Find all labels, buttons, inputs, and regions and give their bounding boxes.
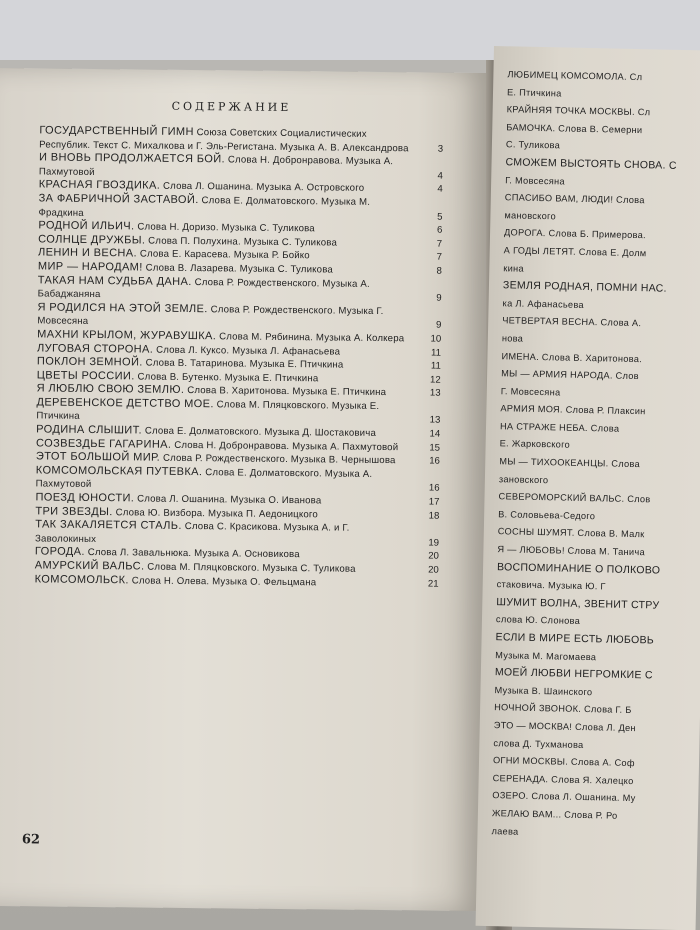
right-page-line: ВОСПОМИНАНИЕ О ПОЛКОВО xyxy=(496,560,661,577)
song-title: АМУРСКИЙ ВАЛЬС. xyxy=(34,559,145,573)
right-page-line: лаева xyxy=(491,825,519,837)
toc-page-number: 20 xyxy=(428,550,439,563)
right-page-line: ОЗЕРО. Слова Л. Ошанина. Му xyxy=(492,790,636,804)
song-title: ТАК ЗАКАЛЯЕТСЯ СТАЛЬ. xyxy=(35,518,182,533)
toc-page-number: 16 xyxy=(429,455,440,467)
toc-page-number: 21 xyxy=(427,578,439,590)
toc-entry xyxy=(35,573,445,591)
song-title: РОДИНА СЛЫШИТ. xyxy=(36,423,143,437)
right-page-line: СМОЖЕМ ВЫСТОЯТЬ СНОВА. С xyxy=(505,156,678,172)
song-title: И ВНОВЬ ПРОДОЛЖАЕТСЯ БОЙ. xyxy=(39,151,226,166)
toc-entry-text xyxy=(38,275,370,300)
song-title: МАХНИ КРЫЛОМ, ЖУРАВУШКА. xyxy=(37,328,217,343)
toc-page-number: 11 xyxy=(431,347,442,359)
toc-entry xyxy=(36,396,446,427)
song-credits: Слова Р. Рождественского. Музыка Г. Мовсесяна xyxy=(37,303,384,328)
right-page-line: ЧЕТВЕРТАЯ ВЕСНА. Слова А. xyxy=(502,315,642,329)
right-page-line: ЛЮБИМЕЦ КОМСОМОЛА. Сл xyxy=(507,69,643,83)
right-page-line: слова Ю. Слонова xyxy=(495,614,581,627)
song-credits: Слова М. Пляцковского. Музыка Е. Птичкина xyxy=(36,399,380,423)
song-title: Я РОДИЛСЯ НА ЭТОЙ ЗЕМЛЕ. xyxy=(37,301,208,315)
right-page-line: СЕВЕРОМОРСКИЙ ВАЛЬС. Слов xyxy=(498,491,651,505)
toc-entry xyxy=(35,519,445,550)
right-page-line: ЭТО — МОСКВА! Слова Л. Ден xyxy=(493,720,636,734)
right-page-line: ШУМИТ ВОЛНА, ЗВЕНИТ СТРУ xyxy=(496,595,660,612)
toc-entry-text xyxy=(35,547,300,561)
toc-entry-text xyxy=(36,397,379,422)
toc-page-number: 17 xyxy=(428,496,440,508)
song-credits: Слова С. Красикова. Музыка А. и Г. Заволокиных xyxy=(35,521,350,545)
toc-entry-text xyxy=(38,234,337,248)
right-page-line: В. Соловьева-Седого xyxy=(498,509,596,522)
song-title: КОМСОМОЛЬСКАЯ ПУТЕВКА. xyxy=(35,464,203,478)
song-credits: Слова Н. Олева. Музыка О. Фельцмана xyxy=(128,574,317,588)
song-credits: Слова Е. Долматовского. Музыка А. Пахмутовой xyxy=(35,466,373,491)
right-page xyxy=(476,46,700,930)
toc-page-number: 7 xyxy=(436,238,443,250)
right-page-line: МЫ — ТИХООКЕАНЦЫ. Слова xyxy=(499,456,641,470)
song-credits: Слова Л. Куксо. Музыка Л. Афанасьева xyxy=(153,344,341,358)
right-page-line: А ГОДЫ ЛЕТЯТ. Слова Е. Долм xyxy=(503,245,647,259)
song-credits: Слова Н. Добронравова. Музыка А. Пахмутовой xyxy=(38,154,394,178)
toc-entry-text xyxy=(38,261,333,275)
song-credits: Слова П. Полухина. Музыка С. Туликова xyxy=(145,235,338,249)
toc-page-number: 4 xyxy=(437,170,443,182)
song-credits: Слова Н. Доризо. Музыка С. Туликова xyxy=(134,221,315,235)
song-title: ЛЕНИН И ВЕСНА. xyxy=(38,246,138,260)
toc-entry-text xyxy=(39,125,409,153)
right-page-line: мановского xyxy=(504,210,557,222)
toc-page-number: 16 xyxy=(428,482,440,495)
toc-entry-text xyxy=(39,153,393,178)
song-credits: Союза Советских Социалистических Республик. Текст С. Михалкова и Г. Эль-Регистана. Музыка А. В. Александрова xyxy=(39,127,409,154)
toc-page-number: 3 xyxy=(437,143,444,155)
toc-page-number: 14 xyxy=(429,428,441,440)
song-title: ТРИ ЗВЕЗДЫ. xyxy=(35,505,113,518)
toc-entry-text xyxy=(38,193,370,218)
toc-entry xyxy=(36,464,446,495)
song-credits: Слова М. Рябинина. Музыка А. Колкера xyxy=(216,331,405,345)
song-credits: Слова М. Пляцковского. Музыка С. Туликова xyxy=(144,561,356,575)
song-title: Я ЛЮБЛЮ СВОЮ ЗЕМЛЮ. xyxy=(36,382,185,397)
right-page-line: Г. Мовсесяна xyxy=(505,174,565,187)
right-page-line: СОСНЫ ШУМЯТ. Слова В. Малк xyxy=(497,526,645,540)
right-page-line: ДОРОГА. Слова Б. Примерова. xyxy=(503,227,647,241)
toc-page-number: 18 xyxy=(428,510,440,522)
right-page-line: ОГНИ МОСКВЫ. Слова А. Соф xyxy=(492,755,635,769)
song-credits: Слова В. Бутенко. Музыка Е. Птичкина xyxy=(134,371,319,385)
toc-entry xyxy=(38,274,448,305)
right-page-line: стаковича. Музыка Ю. Г xyxy=(496,579,606,592)
toc-entry-text xyxy=(36,465,373,490)
right-page-line: Музыка В. Шаинского xyxy=(494,684,593,697)
song-title: ЭТОТ БОЛЬШОЙ МИР. xyxy=(35,450,161,464)
toc-entry-text xyxy=(35,506,318,520)
right-page-content xyxy=(491,66,700,845)
toc-page-number: 5 xyxy=(437,211,443,223)
toc-entry-text xyxy=(35,520,350,545)
right-page-line: СПАСИБО ВАМ, ЛЮДИ! Слова xyxy=(504,192,645,206)
song-credits: Слова Л. Ошанина. Музыка О. Иванова xyxy=(134,493,322,507)
right-page-line: С. Туликова xyxy=(505,139,561,151)
toc-page-number: 10 xyxy=(430,333,442,345)
toc-page-number: 9 xyxy=(436,292,442,304)
right-page-line: ИМЕНА. Слова В. Харитонова. xyxy=(501,350,643,364)
right-page-line: нова xyxy=(501,333,524,344)
song-title: ПОКЛОН ЗЕМНОЙ. xyxy=(36,355,143,369)
song-credits: Слова Н. Добронравова. Музыка А. Пахмутовой xyxy=(171,439,399,453)
right-page-line: кина xyxy=(503,262,525,274)
toc-entry xyxy=(39,152,449,183)
song-credits: Слова Л. Ошанина. Музыка А. Островского xyxy=(160,181,365,195)
right-page-line: зановского xyxy=(498,473,549,485)
song-title: ДЕРЕВЕНСКОЕ ДЕТСТВО МОЕ. xyxy=(36,396,214,411)
contents-heading: СОДЕРЖАНИЕ xyxy=(171,99,292,115)
toc-page-number: 7 xyxy=(436,251,443,263)
song-credits: Слова Е. Долматовского. Музыка М. Фрадкина xyxy=(38,195,371,219)
toc-page-number: 9 xyxy=(435,319,442,331)
song-credits: Слова Р. Рождественского. Музыка В. Чернышова xyxy=(160,452,396,467)
toc-page-number: 15 xyxy=(429,442,441,454)
song-credits: Слова Ю. Визбора. Музыка П. Аедоницкого xyxy=(112,506,319,520)
right-page-line: ка Л. Афанасьева xyxy=(502,297,584,310)
right-page-line: БАМОЧКА. Слова В. Семерни xyxy=(506,122,643,135)
song-title: ГОРОДА. xyxy=(34,545,85,559)
toc-page-number: 6 xyxy=(436,224,443,236)
song-title: ПОЕЗД ЮНОСТИ. xyxy=(35,491,135,505)
right-page-line: Музыка М. Магомаева xyxy=(495,649,597,662)
left-page xyxy=(0,68,492,911)
song-title: ЛУГОВАЯ СТОРОНА. xyxy=(37,341,154,356)
toc-list xyxy=(35,124,450,590)
song-credits: Слова Е. Карасева. Музыка Р. Бойко xyxy=(136,248,310,262)
right-page-line: НА СТРАЖЕ НЕБА. Слова xyxy=(499,421,620,434)
right-page-line: ЖЕЛАЮ ВАМ... Слова Р. Ро xyxy=(491,808,618,821)
song-title: ЦВЕТЫ РОССИИ. xyxy=(36,369,135,383)
song-title: ТАКАЯ НАМ СУДЬБА ДАНА. xyxy=(37,273,192,288)
right-page-line: Е. Жарковского xyxy=(499,438,571,451)
toc-page-number: 19 xyxy=(428,537,440,549)
toc-page-number: 4 xyxy=(437,183,443,196)
toc-page-number: 11 xyxy=(430,360,441,372)
toc-page-number: 20 xyxy=(428,564,439,576)
toc-page-number: 13 xyxy=(429,387,441,399)
toc-entry-text xyxy=(38,221,315,235)
toc-entry-text xyxy=(35,574,317,588)
right-page-line: ЗЕМЛЯ РОДНАЯ, ПОМНИ НАС. xyxy=(502,279,667,295)
song-title: ЗА ФАБРИЧНОЙ ЗАСТАВОЙ. xyxy=(38,192,199,207)
song-credits: Слова Р. Рождественского. Музыка А. Бабаджаняна xyxy=(37,276,370,301)
right-page-line: НОЧНОЙ ЗВОНОК. Слова Г. Б xyxy=(494,702,632,716)
song-title: СОЛНЦЕ ДРУЖБЫ. xyxy=(38,233,146,247)
song-credits: Слова В. Лазарева. Музыка С. Туликова xyxy=(142,262,334,276)
right-page-line: КРАЙНЯЯ ТОЧКА МОСКВЫ. Сл xyxy=(506,104,651,118)
toc-entry-text xyxy=(37,302,383,327)
toc-page-number: 13 xyxy=(429,414,441,427)
song-title: СОЗВЕЗДЬЕ ГАГАРИНА. xyxy=(36,437,172,451)
toc-entry-text xyxy=(38,248,310,262)
song-credits: Слова В. Татаринова. Музыка Е. Птичкина xyxy=(142,357,344,371)
toc-entry-text xyxy=(37,370,319,384)
song-credits: Слова В. Харитонова. Музыка Е. Птичкина xyxy=(184,385,387,399)
right-page-line: Е. Птичкина xyxy=(506,86,562,99)
right-page-line: слова Д. Тухманова xyxy=(493,737,584,750)
toc-page-number: 8 xyxy=(436,265,442,277)
song-credits: Слова Е. Долматовского. Музыка Д. Шостаковича xyxy=(141,425,377,440)
song-title: КОМСОМОЛЬСК. xyxy=(34,572,129,586)
toc-entry-text xyxy=(37,356,344,370)
toc-entry xyxy=(37,301,447,332)
right-page-line: Я — ЛЮБОВЬ! Слова М. Танича xyxy=(497,544,646,558)
page-number: 62 xyxy=(21,832,41,848)
right-page-line: АРМИЯ МОЯ. Слова Р. Плаксин xyxy=(500,403,646,417)
right-page-line: МОЕЙ ЛЮБВИ НЕГРОМКИЕ С xyxy=(494,666,653,682)
song-title: РОДНОЙ ИЛЬИЧ. xyxy=(38,219,135,233)
song-credits: Слова Л. Завальнюка. Музыка А. Основикова xyxy=(84,547,300,561)
song-title: КРАСНАЯ ГВОЗДИКА. xyxy=(38,178,161,193)
toc-entry-text xyxy=(35,492,321,506)
right-page-line: Г. Мовсесяна xyxy=(500,385,561,398)
song-title: ГОСУДАРСТВЕННЫЙ ГИМН xyxy=(39,124,194,139)
right-page-line: МЫ — АРМИЯ НАРОДА. Слов xyxy=(501,368,639,382)
right-page-line: ЕСЛИ В МИРЕ ЕСТЬ ЛЮБОВЬ xyxy=(495,631,655,647)
song-title: МИР — НАРОДАМ! xyxy=(37,260,143,274)
toc-page-number: 12 xyxy=(430,374,441,386)
right-page-line: СЕРЕНАДА. Слова Я. Халецко xyxy=(492,772,634,786)
